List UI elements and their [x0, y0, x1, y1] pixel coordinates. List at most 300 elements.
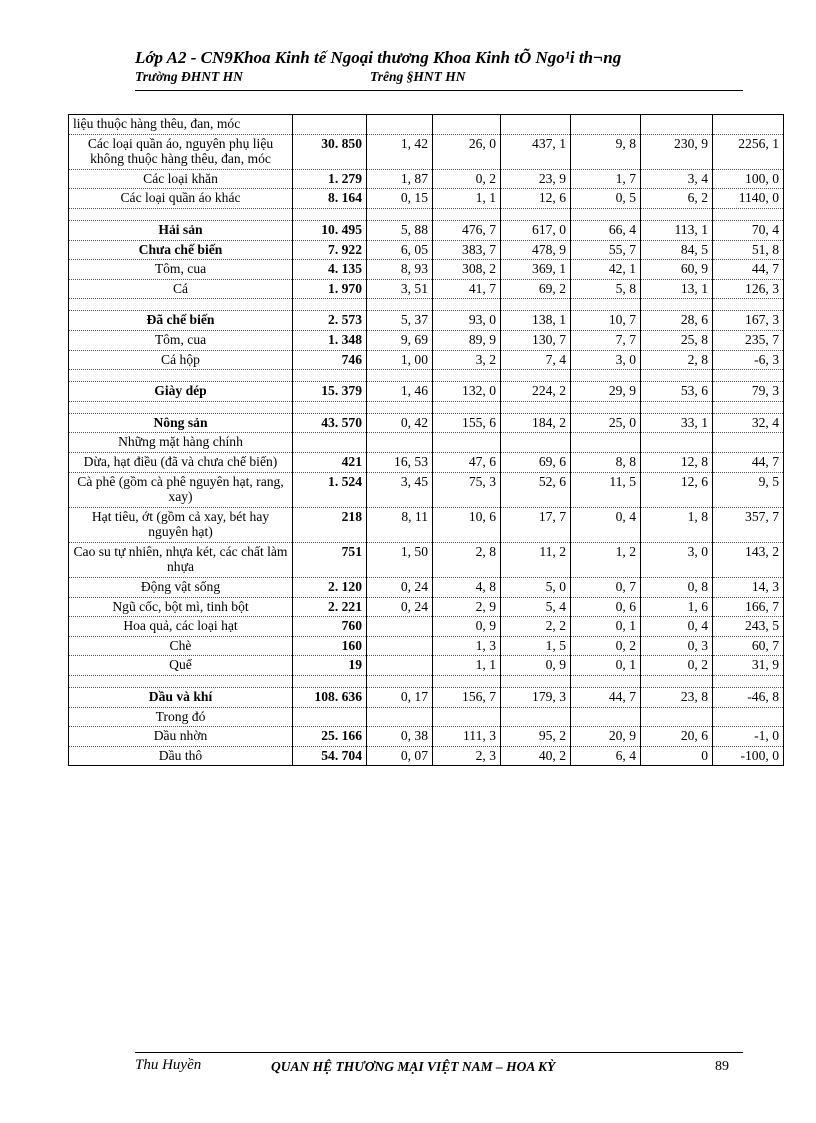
item-name: Chè	[69, 636, 293, 656]
item-name: Tôm, cua	[69, 260, 293, 280]
empty-cell	[641, 370, 713, 382]
stat-cell: 184, 2	[501, 413, 571, 433]
stat-cell	[571, 707, 641, 727]
empty-cell	[571, 401, 641, 413]
value-cell: 1. 279	[293, 169, 367, 189]
stat-cell: 0, 4	[571, 507, 641, 542]
value-cell: 1. 524	[293, 472, 367, 507]
stat-cell: 25, 0	[571, 413, 641, 433]
stat-cell: 1, 3	[433, 636, 501, 656]
stat-cell: 100, 0	[713, 169, 784, 189]
item-name: Cà phê (gồm cà phê nguyên hạt, rang, xay)	[69, 472, 293, 507]
item-name: Cá hộp	[69, 350, 293, 370]
stat-cell: 40, 2	[501, 746, 571, 766]
stat-cell: 0, 5	[571, 189, 641, 209]
stat-cell: 1140, 0	[713, 189, 784, 209]
empty-cell	[713, 208, 784, 220]
stat-cell: 0, 38	[367, 727, 433, 747]
table-row	[69, 169, 784, 189]
value-cell: 43. 570	[293, 413, 367, 433]
stat-cell: 13, 1	[641, 279, 713, 299]
item-name: Hải sản	[69, 220, 293, 240]
value-cell: 2. 120	[293, 578, 367, 598]
stat-cell: 53, 6	[641, 382, 713, 402]
stat-cell: 3, 45	[367, 472, 433, 507]
value-cell: 54. 704	[293, 746, 367, 766]
empty-cell	[571, 208, 641, 220]
item-name: Đã chế biến	[69, 311, 293, 331]
stat-cell	[713, 433, 784, 453]
empty-cell	[713, 370, 784, 382]
header-title: Lớp A2 - CN9Khoa Kinh tế Ngoại thương Khoa Kinh tÕ Ngo¹i th¬ng	[135, 48, 622, 67]
value-cell: 421	[293, 452, 367, 472]
stat-cell: 383, 7	[433, 240, 501, 260]
empty-cell	[433, 676, 501, 688]
stat-cell: -6, 3	[713, 350, 784, 370]
stat-cell: 1, 50	[367, 542, 433, 577]
stat-cell: -100, 0	[713, 746, 784, 766]
item-name: Dầu thô	[69, 746, 293, 766]
stat-cell: 3, 51	[367, 279, 433, 299]
empty-cell	[501, 208, 571, 220]
stat-cell: 70, 4	[713, 220, 784, 240]
stat-cell	[367, 707, 433, 727]
stat-cell: 230, 9	[641, 134, 713, 169]
stat-cell	[641, 115, 713, 135]
stat-cell: 130, 7	[501, 330, 571, 350]
stat-cell	[367, 636, 433, 656]
empty-cell	[433, 208, 501, 220]
item-name: Cá	[69, 279, 293, 299]
stat-cell	[501, 433, 571, 453]
empty-cell	[367, 370, 433, 382]
export-table	[68, 114, 784, 766]
stat-cell: 0, 2	[571, 636, 641, 656]
stat-cell: 2, 2	[501, 617, 571, 637]
empty-cell	[293, 401, 367, 413]
stat-cell: 0, 24	[367, 597, 433, 617]
stat-cell: 3, 0	[641, 542, 713, 577]
table-row	[69, 189, 784, 209]
table-row	[69, 452, 784, 472]
stat-cell: 5, 88	[367, 220, 433, 240]
value-cell	[293, 433, 367, 453]
item-name: Dừa, hạt điều (đã và chưa chế biến)	[69, 452, 293, 472]
stat-cell: 75, 3	[433, 472, 501, 507]
table-row	[69, 330, 784, 350]
value-cell: 746	[293, 350, 367, 370]
table-row	[69, 688, 784, 708]
stat-cell	[433, 707, 501, 727]
empty-cell	[367, 299, 433, 311]
stat-cell	[367, 115, 433, 135]
table-row	[69, 597, 784, 617]
stat-cell: 1, 2	[571, 542, 641, 577]
item-name: Hạt tiêu, ớt (gồm cả xay, bét hay nguyên hạt)	[69, 507, 293, 542]
footer-author: Thu Huyền	[135, 1057, 202, 1073]
value-cell: 108. 636	[293, 688, 367, 708]
stat-cell: -1, 0	[713, 727, 784, 747]
stat-cell: 16, 53	[367, 452, 433, 472]
stat-cell: 156, 7	[433, 688, 501, 708]
table-row	[69, 617, 784, 637]
stat-cell: 10, 6	[433, 507, 501, 542]
spacer-row	[69, 208, 784, 220]
stat-cell: 143, 2	[713, 542, 784, 577]
table-row	[69, 746, 784, 766]
empty-cell	[293, 370, 367, 382]
stat-cell: 6, 2	[641, 189, 713, 209]
stat-cell: 23, 8	[641, 688, 713, 708]
stat-cell: 60, 9	[641, 260, 713, 280]
stat-cell: 3, 0	[571, 350, 641, 370]
stat-cell: 0, 4	[641, 617, 713, 637]
stat-cell: 60, 7	[713, 636, 784, 656]
stat-cell: 0, 7	[571, 578, 641, 598]
table-row	[69, 636, 784, 656]
value-cell: 751	[293, 542, 367, 577]
empty-cell	[501, 370, 571, 382]
stat-cell: 31, 9	[713, 656, 784, 676]
stat-cell: 5, 8	[571, 279, 641, 299]
stat-cell: 44, 7	[571, 688, 641, 708]
table-row	[69, 260, 784, 280]
empty-cell	[433, 299, 501, 311]
stat-cell: 9, 69	[367, 330, 433, 350]
stat-cell: 3, 2	[433, 350, 501, 370]
value-cell: 2. 221	[293, 597, 367, 617]
stat-cell: 2, 8	[433, 542, 501, 577]
stat-cell	[433, 115, 501, 135]
stat-cell: 29, 9	[571, 382, 641, 402]
value-cell: 25. 166	[293, 727, 367, 747]
stat-cell: 47, 6	[433, 452, 501, 472]
empty-cell	[367, 208, 433, 220]
stat-cell	[501, 115, 571, 135]
stat-cell: 12, 6	[641, 472, 713, 507]
stat-cell: 0, 9	[433, 617, 501, 637]
stat-cell: 132, 0	[433, 382, 501, 402]
item-name: Hoa quả, các loại hạt	[69, 617, 293, 637]
stat-cell: 0, 3	[641, 636, 713, 656]
value-cell: 4. 135	[293, 260, 367, 280]
page-header	[135, 48, 743, 87]
stat-cell: 1, 1	[433, 189, 501, 209]
stat-cell	[367, 617, 433, 637]
item-name: Các loại quần áo, nguyên phụ liệu không thuộc hàng thêu, đan, móc	[69, 134, 293, 169]
stat-cell: 69, 2	[501, 279, 571, 299]
table-row	[69, 578, 784, 598]
value-cell: 1. 970	[293, 279, 367, 299]
table-row	[69, 413, 784, 433]
stat-cell: 155, 6	[433, 413, 501, 433]
stat-cell: 23, 9	[501, 169, 571, 189]
header-rule	[135, 90, 743, 91]
stat-cell: 6, 05	[367, 240, 433, 260]
empty-cell	[713, 299, 784, 311]
item-name: liệu thuộc hàng thêu, đan, móc	[69, 115, 293, 135]
empty-cell	[293, 208, 367, 220]
item-name: Trong đó	[69, 707, 293, 727]
page-footer	[135, 1052, 743, 1077]
stat-cell: 7, 4	[501, 350, 571, 370]
value-cell: 1. 348	[293, 330, 367, 350]
empty-cell	[713, 401, 784, 413]
stat-cell: 28, 6	[641, 311, 713, 331]
spacer-row	[69, 370, 784, 382]
stat-cell: 20, 6	[641, 727, 713, 747]
empty-cell	[501, 676, 571, 688]
stat-cell: 357, 7	[713, 507, 784, 542]
table-row	[69, 382, 784, 402]
stat-cell: 5, 37	[367, 311, 433, 331]
empty-cell	[69, 370, 293, 382]
item-name: Quế	[69, 656, 293, 676]
stat-cell: 14, 3	[713, 578, 784, 598]
empty-cell	[641, 676, 713, 688]
stat-cell: 9, 8	[571, 134, 641, 169]
spacer-row	[69, 676, 784, 688]
stat-cell: 12, 8	[641, 452, 713, 472]
value-cell: 7. 922	[293, 240, 367, 260]
empty-cell	[367, 676, 433, 688]
value-cell: 2. 573	[293, 311, 367, 331]
stat-cell: 0, 1	[571, 656, 641, 676]
empty-cell	[433, 370, 501, 382]
table-row	[69, 350, 784, 370]
table-row	[69, 472, 784, 507]
stat-cell: 1, 5	[501, 636, 571, 656]
value-cell: 19	[293, 656, 367, 676]
table-row	[69, 220, 784, 240]
stat-cell: 8, 11	[367, 507, 433, 542]
table-row	[69, 727, 784, 747]
item-name: Động vật sống	[69, 578, 293, 598]
stat-cell: 8, 93	[367, 260, 433, 280]
empty-cell	[641, 401, 713, 413]
stat-cell	[641, 433, 713, 453]
empty-cell	[69, 299, 293, 311]
item-name: Dầu nhờn	[69, 727, 293, 747]
stat-cell: 51, 8	[713, 240, 784, 260]
stat-cell: 166, 7	[713, 597, 784, 617]
stat-cell: 308, 2	[433, 260, 501, 280]
stat-cell: 1, 87	[367, 169, 433, 189]
table-body	[69, 115, 784, 766]
table-row	[69, 507, 784, 542]
stat-cell: 17, 7	[501, 507, 571, 542]
stat-cell: 44, 7	[713, 452, 784, 472]
value-cell: 10. 495	[293, 220, 367, 240]
stat-cell	[433, 433, 501, 453]
stat-cell: 0	[641, 746, 713, 766]
stat-cell: 6, 4	[571, 746, 641, 766]
value-cell: 8. 164	[293, 189, 367, 209]
table-row	[69, 433, 784, 453]
stat-cell: 4, 8	[433, 578, 501, 598]
stat-cell: 1, 42	[367, 134, 433, 169]
table-row	[69, 115, 784, 135]
stat-cell: 7, 7	[571, 330, 641, 350]
stat-cell: -46, 8	[713, 688, 784, 708]
stat-cell: 5, 0	[501, 578, 571, 598]
stat-cell	[641, 707, 713, 727]
empty-cell	[641, 299, 713, 311]
stat-cell: 95, 2	[501, 727, 571, 747]
table-row	[69, 311, 784, 331]
stat-cell: 1, 8	[641, 507, 713, 542]
stat-cell: 93, 0	[433, 311, 501, 331]
footer-title: QUAN HỆ THƯƠNG MẠI VIỆT NAM – HOA KỲ	[271, 1059, 556, 1074]
stat-cell: 1, 6	[641, 597, 713, 617]
stat-cell: 167, 3	[713, 311, 784, 331]
empty-cell	[69, 676, 293, 688]
stat-cell: 33, 1	[641, 413, 713, 433]
stat-cell: 10, 7	[571, 311, 641, 331]
stat-cell: 179, 3	[501, 688, 571, 708]
header-school-right: Trêng §HNT HN	[370, 69, 466, 84]
stat-cell: 617, 0	[501, 220, 571, 240]
table-row	[69, 707, 784, 727]
empty-cell	[713, 676, 784, 688]
stat-cell: 44, 7	[713, 260, 784, 280]
table-row	[69, 134, 784, 169]
stat-cell: 0, 24	[367, 578, 433, 598]
stat-cell: 0, 6	[571, 597, 641, 617]
stat-cell: 89, 9	[433, 330, 501, 350]
empty-cell	[433, 401, 501, 413]
spacer-row	[69, 299, 784, 311]
empty-cell	[367, 401, 433, 413]
stat-cell: 2, 8	[641, 350, 713, 370]
value-cell	[293, 115, 367, 135]
stat-cell: 0, 2	[641, 656, 713, 676]
stat-cell: 41, 7	[433, 279, 501, 299]
empty-cell	[501, 401, 571, 413]
stat-cell	[367, 656, 433, 676]
empty-cell	[501, 299, 571, 311]
stat-cell: 11, 2	[501, 542, 571, 577]
stat-cell: 235, 7	[713, 330, 784, 350]
stat-cell: 437, 1	[501, 134, 571, 169]
empty-cell	[293, 676, 367, 688]
stat-cell: 1, 46	[367, 382, 433, 402]
spacer-row	[69, 401, 784, 413]
stat-cell: 113, 1	[641, 220, 713, 240]
stat-cell: 11, 5	[571, 472, 641, 507]
stat-cell: 2, 3	[433, 746, 501, 766]
stat-cell: 0, 17	[367, 688, 433, 708]
item-name: Những mặt hàng chính	[69, 433, 293, 453]
header-school-left: Trường ĐHNT HN	[135, 69, 243, 84]
stat-cell: 369, 1	[501, 260, 571, 280]
page-number: 89	[715, 1059, 729, 1074]
empty-cell	[69, 401, 293, 413]
stat-cell: 478, 9	[501, 240, 571, 260]
item-name: Giày dép	[69, 382, 293, 402]
stat-cell: 0, 8	[641, 578, 713, 598]
value-cell: 30. 850	[293, 134, 367, 169]
table-row	[69, 279, 784, 299]
stat-cell: 0, 9	[501, 656, 571, 676]
item-name: Ngũ cốc, bột mì, tinh bột	[69, 597, 293, 617]
stat-cell	[571, 115, 641, 135]
stat-cell	[713, 707, 784, 727]
empty-cell	[571, 299, 641, 311]
stat-cell: 52, 6	[501, 472, 571, 507]
stat-cell: 42, 1	[571, 260, 641, 280]
stat-cell	[367, 433, 433, 453]
stat-cell	[501, 707, 571, 727]
stat-cell: 12, 6	[501, 189, 571, 209]
value-cell	[293, 707, 367, 727]
stat-cell: 26, 0	[433, 134, 501, 169]
stat-cell: 0, 42	[367, 413, 433, 433]
item-name: Cao su tự nhiên, nhựa két, các chất làm nhựa	[69, 542, 293, 577]
stat-cell: 111, 3	[433, 727, 501, 747]
value-cell: 160	[293, 636, 367, 656]
stat-cell: 243, 5	[713, 617, 784, 637]
stat-cell: 0, 07	[367, 746, 433, 766]
item-name: Tôm, cua	[69, 330, 293, 350]
item-name: Dầu và khí	[69, 688, 293, 708]
stat-cell: 32, 4	[713, 413, 784, 433]
stat-cell: 20, 9	[571, 727, 641, 747]
stat-cell: 3, 4	[641, 169, 713, 189]
item-name: Chưa chế biến	[69, 240, 293, 260]
table-row	[69, 240, 784, 260]
stat-cell: 0, 15	[367, 189, 433, 209]
stat-cell: 1, 00	[367, 350, 433, 370]
empty-cell	[293, 299, 367, 311]
stat-cell: 2, 9	[433, 597, 501, 617]
stat-cell: 126, 3	[713, 279, 784, 299]
stat-cell: 25, 8	[641, 330, 713, 350]
stat-cell: 79, 3	[713, 382, 784, 402]
stat-cell: 0, 1	[571, 617, 641, 637]
stat-cell	[713, 115, 784, 135]
table-row	[69, 542, 784, 577]
stat-cell: 2256, 1	[713, 134, 784, 169]
stat-cell: 55, 7	[571, 240, 641, 260]
stat-cell: 9, 5	[713, 472, 784, 507]
item-name: Các loại quần áo khác	[69, 189, 293, 209]
table-row	[69, 656, 784, 676]
value-cell: 218	[293, 507, 367, 542]
stat-cell: 5, 4	[501, 597, 571, 617]
footer-rule	[135, 1052, 743, 1053]
stat-cell: 8, 8	[571, 452, 641, 472]
stat-cell: 69, 6	[501, 452, 571, 472]
item-name: Nông sản	[69, 413, 293, 433]
stat-cell: 224, 2	[501, 382, 571, 402]
stat-cell: 138, 1	[501, 311, 571, 331]
empty-cell	[571, 676, 641, 688]
value-cell: 760	[293, 617, 367, 637]
empty-cell	[641, 208, 713, 220]
stat-cell	[571, 433, 641, 453]
stat-cell: 1, 1	[433, 656, 501, 676]
stat-cell: 1, 7	[571, 169, 641, 189]
stat-cell: 0, 2	[433, 169, 501, 189]
empty-cell	[571, 370, 641, 382]
value-cell: 15. 379	[293, 382, 367, 402]
item-name: Các loại khăn	[69, 169, 293, 189]
empty-cell	[69, 208, 293, 220]
header-subtitle	[135, 69, 743, 87]
stat-cell: 66, 4	[571, 220, 641, 240]
stat-cell: 476, 7	[433, 220, 501, 240]
